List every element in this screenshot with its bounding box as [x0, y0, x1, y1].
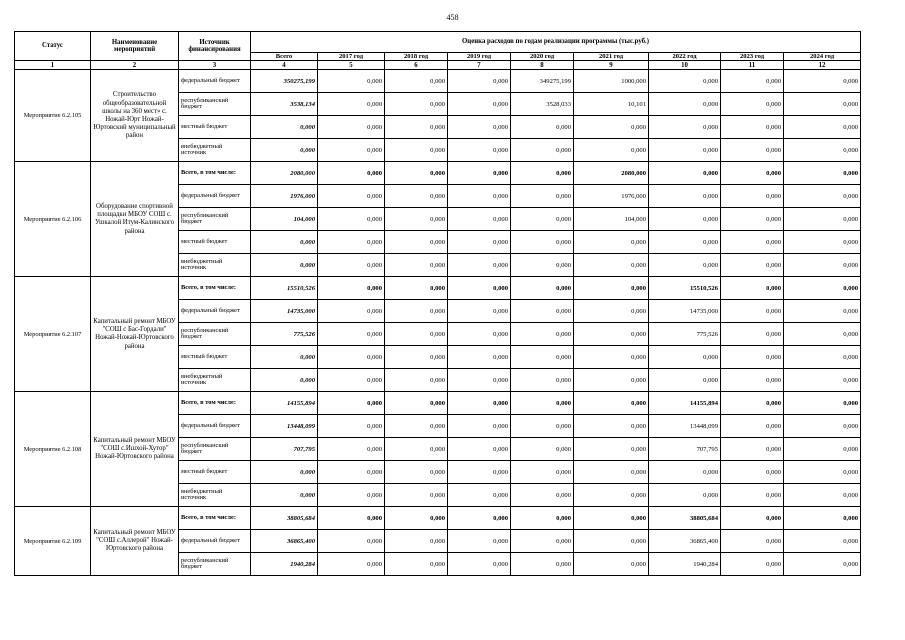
year-value-cell: 0,000 [385, 530, 448, 553]
year-value-cell: 0,000 [385, 300, 448, 323]
year-value-cell: 0,000 [511, 346, 574, 369]
year-value-cell: 3528,033 [511, 93, 574, 116]
year-value-cell: 0,000 [385, 93, 448, 116]
year-value-cell: 0,000 [511, 300, 574, 323]
year-value-cell: 0,000 [318, 185, 385, 208]
year-value-cell: 0,000 [574, 254, 649, 277]
table-row [15, 162, 861, 185]
total-value-cell: 15510,526 [251, 277, 318, 300]
column-number: 3 [179, 61, 251, 70]
year-value-cell: 0,000 [784, 507, 861, 530]
page-number: 458 [446, 13, 459, 22]
year-value-cell: 0,000 [721, 93, 784, 116]
year-value-cell: 0,000 [511, 323, 574, 346]
year-value-cell: 0,000 [385, 484, 448, 507]
year-value-cell: 0,000 [784, 231, 861, 254]
year-value-cell: 2080,000 [574, 162, 649, 185]
header-year: 2018 год [385, 53, 448, 61]
year-value-cell: 0,000 [385, 438, 448, 461]
year-value-cell: 0,000 [385, 116, 448, 139]
total-value-cell: 14735,000 [251, 300, 318, 323]
total-value-cell: 350275,199 [251, 70, 318, 93]
year-value-cell: 0,000 [574, 323, 649, 346]
year-value-cell: 104,000 [574, 208, 649, 231]
total-value-cell: 0,000 [251, 116, 318, 139]
total-value-cell: 0,000 [251, 461, 318, 484]
year-value-cell: 0,000 [784, 254, 861, 277]
year-value-cell: 0,000 [318, 139, 385, 162]
year-value-cell: 0,000 [448, 162, 511, 185]
funding-source-cell: республиканский бюджет [179, 438, 251, 461]
year-value-cell: 0,000 [448, 277, 511, 300]
year-value-cell: 0,000 [385, 208, 448, 231]
year-value-cell: 0,000 [448, 70, 511, 93]
activity-name-cell: Оборудование спортивной площадки МБОУ СОШ с. Ушкалой Итум-Калинского района [91, 162, 179, 277]
year-value-cell: 0,000 [511, 162, 574, 185]
status-cell: Мероприятие 6.2.109 [15, 507, 91, 576]
year-value-cell: 0,000 [318, 369, 385, 392]
status-cell: Мероприятие 6.2.107 [15, 277, 91, 392]
year-value-cell: 0,000 [448, 392, 511, 415]
year-value-cell: 0,000 [721, 461, 784, 484]
year-value-cell: 15510,526 [649, 277, 721, 300]
year-value-cell: 0,000 [649, 116, 721, 139]
year-value-cell: 0,000 [448, 553, 511, 576]
funding-source-cell: внебюджетный источник [179, 484, 251, 507]
year-value-cell: 0,000 [721, 415, 784, 438]
funding-source-cell: Всего, в том числе: [179, 392, 251, 415]
year-value-cell: 0,000 [318, 415, 385, 438]
status-cell: Мероприятие 6.2.105 [15, 70, 91, 162]
year-value-cell: 0,000 [721, 553, 784, 576]
year-value-cell: 0,000 [721, 369, 784, 392]
year-value-cell: 0,000 [318, 300, 385, 323]
column-number: 12 [784, 61, 861, 70]
header-status: Статус [15, 32, 91, 61]
total-value-cell: 0,000 [251, 254, 318, 277]
year-value-cell: 0,000 [649, 369, 721, 392]
budget-table [14, 31, 861, 576]
column-number: 5 [318, 61, 385, 70]
year-value-cell: 0,000 [511, 461, 574, 484]
year-value-cell: 0,000 [649, 162, 721, 185]
year-value-cell: 0,000 [721, 346, 784, 369]
year-value-cell: 0,000 [574, 231, 649, 254]
year-value-cell: 0,000 [448, 484, 511, 507]
year-value-cell: 0,000 [318, 507, 385, 530]
year-value-cell: 0,000 [318, 438, 385, 461]
header-name: Наименование мероприятий [91, 32, 179, 61]
year-value-cell: 0,000 [385, 231, 448, 254]
year-value-cell: 0,000 [721, 139, 784, 162]
header-year: 2017 год [318, 53, 385, 61]
year-value-cell: 0,000 [385, 553, 448, 576]
year-value-cell: 0,000 [385, 392, 448, 415]
funding-source-cell: внебюджетный источник [179, 369, 251, 392]
year-value-cell: 0,000 [385, 70, 448, 93]
total-value-cell: 3538,134 [251, 93, 318, 116]
funding-source-cell: федеральный бюджет [179, 530, 251, 553]
table-row [15, 392, 861, 415]
year-value-cell: 0,000 [784, 208, 861, 231]
header-total: Всего [251, 53, 318, 61]
header-year: 2019 год [448, 53, 511, 61]
year-value-cell: 0,000 [784, 438, 861, 461]
year-value-cell: 0,000 [721, 277, 784, 300]
year-value-cell: 0,000 [318, 231, 385, 254]
year-value-cell: 0,000 [318, 392, 385, 415]
table-row [15, 70, 861, 93]
year-value-cell: 0,000 [721, 185, 784, 208]
funding-source-cell: федеральный бюджет [179, 70, 251, 93]
column-number: 10 [649, 61, 721, 70]
year-value-cell: 0,000 [574, 277, 649, 300]
year-value-cell: 0,000 [784, 461, 861, 484]
year-value-cell: 0,000 [385, 162, 448, 185]
year-value-cell: 0,000 [784, 530, 861, 553]
year-value-cell: 0,000 [511, 530, 574, 553]
column-number: 4 [251, 61, 318, 70]
year-value-cell: 0,000 [385, 323, 448, 346]
year-value-cell: 0,000 [511, 369, 574, 392]
total-value-cell: 0,000 [251, 231, 318, 254]
year-value-cell: 0,000 [784, 484, 861, 507]
year-value-cell: 0,000 [784, 346, 861, 369]
year-value-cell: 0,000 [385, 369, 448, 392]
year-value-cell: 0,000 [649, 484, 721, 507]
year-value-cell: 0,000 [784, 553, 861, 576]
year-value-cell: 0,000 [511, 254, 574, 277]
table-row [15, 507, 861, 530]
year-value-cell: 0,000 [385, 507, 448, 530]
year-value-cell: 0,000 [574, 300, 649, 323]
activity-name-cell: Строительство общеобразовательной школы на 360 мест» с. Ножай-Юрт Ножай-Юртовский муниципальный район [91, 70, 179, 162]
total-value-cell: 0,000 [251, 369, 318, 392]
year-value-cell: 0,000 [721, 484, 784, 507]
year-value-cell: 1976,000 [574, 185, 649, 208]
status-cell: Мероприятие 6.2.106 [15, 162, 91, 277]
column-number: 2 [91, 61, 179, 70]
year-value-cell: 0,000 [649, 185, 721, 208]
funding-source-cell: внебюджетный источник [179, 254, 251, 277]
total-value-cell: 36865,400 [251, 530, 318, 553]
table-row [15, 277, 861, 300]
year-value-cell: 0,000 [318, 484, 385, 507]
funding-source-cell: федеральный бюджет [179, 300, 251, 323]
year-value-cell: 0,000 [385, 461, 448, 484]
year-value-cell: 0,000 [574, 392, 649, 415]
year-value-cell: 14155,894 [649, 392, 721, 415]
year-value-cell: 775,526 [649, 323, 721, 346]
status-cell: Мероприятие 6.2.108 [15, 392, 91, 507]
year-value-cell: 0,000 [721, 70, 784, 93]
year-value-cell: 0,000 [574, 553, 649, 576]
year-value-cell: 0,000 [511, 484, 574, 507]
total-value-cell: 104,000 [251, 208, 318, 231]
year-value-cell: 0,000 [784, 162, 861, 185]
year-value-cell: 0,000 [448, 300, 511, 323]
column-number: 11 [721, 61, 784, 70]
year-value-cell: 0,000 [574, 530, 649, 553]
year-value-cell: 0,000 [649, 461, 721, 484]
total-value-cell: 707,795 [251, 438, 318, 461]
header-year: 2020 год [511, 53, 574, 61]
funding-source-cell: республиканский бюджет [179, 323, 251, 346]
year-value-cell: 0,000 [385, 139, 448, 162]
year-value-cell: 0,000 [448, 530, 511, 553]
year-value-cell: 0,000 [784, 323, 861, 346]
year-value-cell: 0,000 [721, 208, 784, 231]
year-value-cell: 0,000 [511, 392, 574, 415]
column-number: 1 [15, 61, 91, 70]
year-value-cell: 0,000 [784, 415, 861, 438]
year-value-cell: 0,000 [649, 346, 721, 369]
total-value-cell: 0,000 [251, 139, 318, 162]
year-value-cell: 0,000 [448, 346, 511, 369]
year-value-cell: 36865,400 [649, 530, 721, 553]
year-value-cell: 0,000 [574, 116, 649, 139]
year-value-cell: 0,000 [511, 208, 574, 231]
column-number: 7 [448, 61, 511, 70]
activity-name-cell: Капитальный ремонт МБОУ "СОШ с.Ишхой-Хутор" Ножай-Юртовского района [91, 392, 179, 507]
year-value-cell: 1940,284 [649, 553, 721, 576]
year-value-cell: 0,000 [318, 530, 385, 553]
year-value-cell: 0,000 [448, 323, 511, 346]
year-value-cell: 0,000 [784, 116, 861, 139]
column-number: 6 [385, 61, 448, 70]
funding-source-cell: местный бюджет [179, 346, 251, 369]
year-value-cell: 0,000 [448, 116, 511, 139]
year-value-cell: 0,000 [721, 323, 784, 346]
year-value-cell: 0,000 [649, 231, 721, 254]
year-value-cell: 0,000 [448, 369, 511, 392]
year-value-cell: 0,000 [721, 530, 784, 553]
year-value-cell: 0,000 [511, 277, 574, 300]
total-value-cell: 1976,000 [251, 185, 318, 208]
header-year: 2021 год [574, 53, 649, 61]
year-value-cell: 0,000 [784, 139, 861, 162]
year-value-cell: 0,000 [511, 553, 574, 576]
total-value-cell: 775,526 [251, 323, 318, 346]
year-value-cell: 0,000 [318, 93, 385, 116]
funding-source-cell: федеральный бюджет [179, 185, 251, 208]
year-value-cell: 0,000 [385, 254, 448, 277]
column-number: 9 [574, 61, 649, 70]
header-year: 2024 год [784, 53, 861, 61]
year-value-cell: 0,000 [784, 70, 861, 93]
year-value-cell: 0,000 [448, 254, 511, 277]
year-value-cell: 0,000 [784, 93, 861, 116]
year-value-cell: 0,000 [511, 507, 574, 530]
year-value-cell: 0,000 [385, 346, 448, 369]
year-value-cell: 707,795 [649, 438, 721, 461]
total-value-cell: 14155,894 [251, 392, 318, 415]
year-value-cell: 1000,000 [574, 70, 649, 93]
year-value-cell: 0,000 [649, 93, 721, 116]
year-value-cell: 0,000 [721, 254, 784, 277]
total-value-cell: 0,000 [251, 346, 318, 369]
year-value-cell: 14735,000 [649, 300, 721, 323]
total-value-cell: 38805,684 [251, 507, 318, 530]
year-value-cell: 0,000 [448, 461, 511, 484]
year-value-cell: 0,000 [448, 208, 511, 231]
year-value-cell: 0,000 [511, 231, 574, 254]
year-value-cell: 0,000 [318, 254, 385, 277]
year-value-cell: 13448,099 [649, 415, 721, 438]
year-value-cell: 0,000 [318, 553, 385, 576]
year-value-cell: 0,000 [385, 415, 448, 438]
funding-source-cell: местный бюджет [179, 461, 251, 484]
year-value-cell: 0,000 [448, 139, 511, 162]
header-estimate: Оценка расходов по годам реализации программы (тыс.руб.) [251, 32, 861, 53]
total-value-cell: 13448,099 [251, 415, 318, 438]
header-year: 2022 год [649, 53, 721, 61]
year-value-cell: 0,000 [318, 277, 385, 300]
year-value-cell: 0,000 [574, 346, 649, 369]
year-value-cell: 0,000 [448, 507, 511, 530]
year-value-cell: 0,000 [721, 392, 784, 415]
year-value-cell: 0,000 [318, 162, 385, 185]
year-value-cell: 0,000 [649, 70, 721, 93]
year-value-cell: 10,101 [574, 93, 649, 116]
year-value-cell: 0,000 [448, 185, 511, 208]
year-value-cell: 0,000 [511, 438, 574, 461]
year-value-cell: 0,000 [318, 208, 385, 231]
year-value-cell: 0,000 [385, 185, 448, 208]
year-value-cell: 0,000 [721, 162, 784, 185]
funding-source-cell: республиканский бюджет [179, 208, 251, 231]
year-value-cell: 0,000 [574, 507, 649, 530]
funding-source-cell: республиканский бюджет [179, 93, 251, 116]
column-number: 8 [511, 61, 574, 70]
year-value-cell: 0,000 [511, 116, 574, 139]
year-value-cell: 0,000 [511, 415, 574, 438]
funding-source-cell: Всего, в том числе: [179, 277, 251, 300]
year-value-cell: 0,000 [721, 507, 784, 530]
header-year: 2023 год [721, 53, 784, 61]
year-value-cell: 0,000 [318, 461, 385, 484]
year-value-cell: 0,000 [318, 323, 385, 346]
year-value-cell: 0,000 [511, 139, 574, 162]
year-value-cell: 0,000 [448, 93, 511, 116]
year-value-cell: 0,000 [511, 185, 574, 208]
funding-source-cell: Всего, в том числе: [179, 162, 251, 185]
year-value-cell: 0,000 [784, 277, 861, 300]
year-value-cell: 0,000 [784, 185, 861, 208]
year-value-cell: 0,000 [574, 438, 649, 461]
year-value-cell: 0,000 [649, 208, 721, 231]
year-value-cell: 0,000 [448, 231, 511, 254]
funding-source-cell: федеральный бюджет [179, 415, 251, 438]
total-value-cell: 0,000 [251, 484, 318, 507]
year-value-cell: 0,000 [721, 116, 784, 139]
year-value-cell: 0,000 [574, 415, 649, 438]
year-value-cell: 0,000 [784, 300, 861, 323]
year-value-cell: 0,000 [448, 415, 511, 438]
funding-source-cell: Всего, в том числе: [179, 507, 251, 530]
year-value-cell: 0,000 [721, 300, 784, 323]
total-value-cell: 1940,284 [251, 553, 318, 576]
header-source: Источник финансирования [179, 32, 251, 61]
funding-source-cell: республиканский бюджет [179, 553, 251, 576]
year-value-cell: 0,000 [721, 231, 784, 254]
budget-table-container [14, 31, 861, 592]
year-value-cell: 0,000 [784, 392, 861, 415]
year-value-cell: 0,000 [448, 438, 511, 461]
activity-name-cell: Капитальный ремонт МБОУ "СОШ с.Аллерой" Ножай-Юртовского района [91, 507, 179, 576]
year-value-cell: 0,000 [385, 277, 448, 300]
year-value-cell: 349275,199 [511, 70, 574, 93]
activity-name-cell: Капитальный ремонт МБОУ "СОШ с Бас-Гордали" Ножай-Ножай-Юртовского района [91, 277, 179, 392]
year-value-cell: 38805,684 [649, 507, 721, 530]
year-value-cell: 0,000 [318, 116, 385, 139]
year-value-cell: 0,000 [721, 438, 784, 461]
funding-source-cell: местный бюджет [179, 116, 251, 139]
year-value-cell: 0,000 [649, 254, 721, 277]
year-value-cell: 0,000 [574, 461, 649, 484]
total-value-cell: 2080,000 [251, 162, 318, 185]
year-value-cell: 0,000 [318, 70, 385, 93]
year-value-cell: 0,000 [649, 139, 721, 162]
year-value-cell: 0,000 [574, 484, 649, 507]
funding-source-cell: внебюджетный источник [179, 139, 251, 162]
funding-source-cell: местный бюджет [179, 231, 251, 254]
year-value-cell: 0,000 [574, 369, 649, 392]
year-value-cell: 0,000 [574, 139, 649, 162]
year-value-cell: 0,000 [784, 369, 861, 392]
year-value-cell: 0,000 [318, 346, 385, 369]
